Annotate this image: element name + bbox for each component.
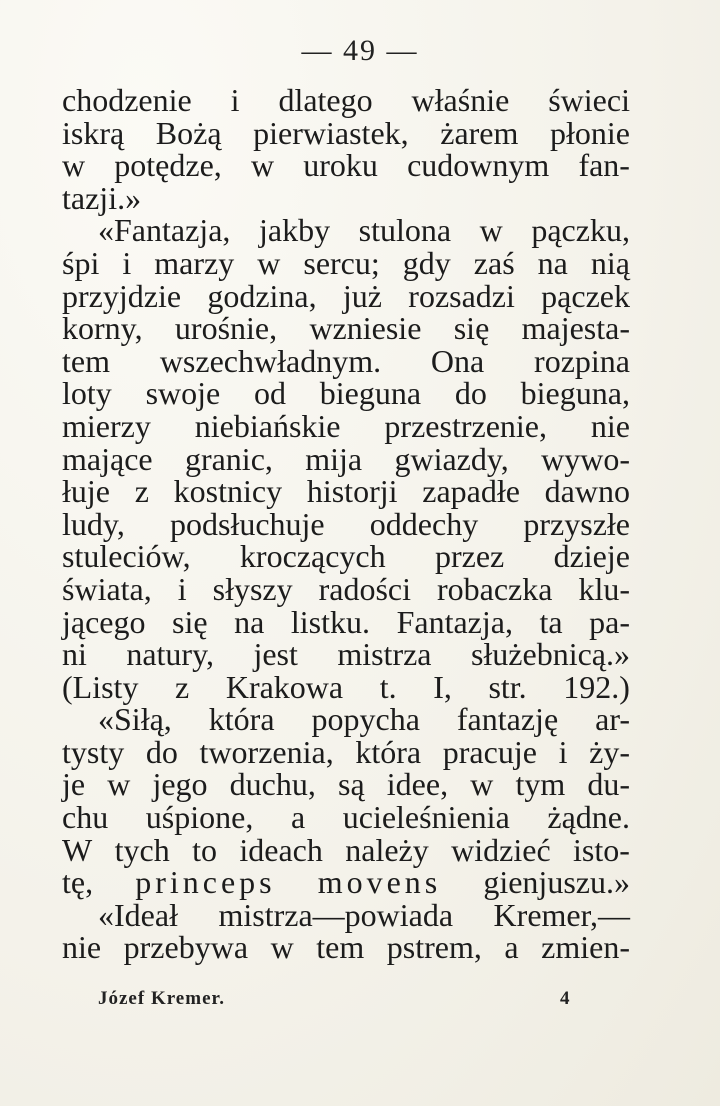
word: słyszy <box>212 570 293 607</box>
word: idee, <box>386 766 449 803</box>
word: tysty <box>62 733 125 770</box>
word: urośnie, <box>174 310 278 347</box>
word: mija <box>305 440 363 477</box>
word: isto- <box>573 831 630 868</box>
word: wszechwładnym. <box>159 342 382 379</box>
word: Bożą <box>155 114 222 151</box>
text-line <box>62 179 630 216</box>
text-line <box>62 733 630 770</box>
word: 192.) <box>563 668 630 705</box>
word: ideach <box>239 831 323 868</box>
word: natury, <box>126 636 214 673</box>
word: tych <box>114 831 170 868</box>
text-line <box>62 505 630 542</box>
word: tem <box>316 929 365 966</box>
word: bieguna <box>319 375 422 412</box>
word: jakby <box>258 212 331 249</box>
word: podsłuchuje <box>169 505 325 542</box>
word: a <box>504 929 519 966</box>
word: należy <box>345 831 429 868</box>
word: Kremer,— <box>493 896 630 933</box>
word: i <box>177 570 187 607</box>
word: rozpina <box>534 342 630 379</box>
text-line <box>62 312 630 345</box>
word: śpi <box>62 244 100 281</box>
word: oddechy <box>369 505 479 542</box>
word: ar- <box>595 701 630 738</box>
text-line <box>62 277 630 314</box>
word: do <box>454 375 487 412</box>
word: radości <box>318 570 411 607</box>
footer-sheet-number: 4 <box>560 988 570 1009</box>
word: wywo- <box>541 440 630 477</box>
word: pracuje <box>442 733 537 770</box>
word: je <box>62 766 86 803</box>
word: od <box>254 375 286 412</box>
word: fan- <box>578 147 630 184</box>
word: świeci <box>548 82 630 118</box>
word: pierwiastek, <box>253 114 409 151</box>
word: gienjuszu.» <box>483 864 630 901</box>
word: iskrą <box>62 114 125 151</box>
word: która <box>208 701 275 738</box>
word: mistrza <box>337 636 432 673</box>
word: marzy <box>154 244 235 281</box>
word: dzieje <box>553 538 630 575</box>
word: w <box>479 212 503 249</box>
word: pa- <box>589 603 630 640</box>
word: mierzy <box>62 407 151 444</box>
word: przestrzenie, <box>384 407 547 444</box>
text-line <box>62 703 630 736</box>
word: ucieleśnienia <box>342 799 510 836</box>
word: mistrza—powiada <box>218 896 454 933</box>
word: popycha <box>311 701 420 738</box>
footer-signature: Józef Kremer. <box>98 988 225 1009</box>
word: swoje <box>145 375 221 412</box>
word: tę, <box>62 864 94 901</box>
word: ta <box>539 603 563 640</box>
word: są <box>338 766 365 803</box>
word: «Fantazja, <box>98 212 231 249</box>
word: łuje <box>62 473 110 510</box>
word: a <box>290 799 306 836</box>
text-line <box>62 440 630 477</box>
word: jego <box>152 766 208 803</box>
text-line <box>62 214 630 247</box>
text-line <box>62 896 630 933</box>
text-line <box>62 540 630 573</box>
word: (Listy <box>62 668 139 705</box>
word: duchu, <box>229 766 316 803</box>
word: korny, <box>62 310 143 347</box>
word: dawno <box>544 473 630 510</box>
word: płonie <box>549 114 630 151</box>
word: movens <box>317 864 442 901</box>
word: klu- <box>578 570 630 607</box>
text-line <box>62 831 630 868</box>
word: stulona <box>358 212 452 249</box>
text-line <box>62 244 630 281</box>
word: się <box>453 310 490 347</box>
word: w <box>250 147 275 184</box>
text-line <box>62 801 630 834</box>
word: dlatego <box>278 82 373 118</box>
text-line <box>62 866 630 899</box>
word: granic, <box>184 440 273 477</box>
text-line <box>62 342 630 379</box>
word: godzina, <box>207 277 317 314</box>
word: chu <box>62 799 109 836</box>
word: niebiańskie <box>194 407 341 444</box>
word: do <box>145 733 178 770</box>
text-line <box>62 114 630 151</box>
word: pączku, <box>531 212 630 249</box>
word: właśnie <box>411 82 510 118</box>
text-line <box>62 668 630 705</box>
text-line <box>62 768 630 801</box>
word: świata, <box>62 570 152 607</box>
word: to <box>192 831 217 868</box>
text-line <box>62 407 630 444</box>
page-footer <box>0 988 720 1018</box>
word: bieguna, <box>520 375 630 412</box>
word: żądne. <box>547 799 630 836</box>
word: listku. <box>290 603 371 640</box>
word: na <box>234 603 265 640</box>
word: rozsadzi <box>408 277 515 314</box>
text-line <box>62 638 630 671</box>
word: ni <box>62 636 87 673</box>
word: z <box>134 473 149 510</box>
word: chodzenie <box>62 82 192 118</box>
word: w <box>62 147 86 184</box>
word: mające <box>62 440 153 477</box>
word: kostnicy <box>173 473 283 510</box>
word: jącego <box>62 603 146 640</box>
word: już <box>342 277 382 314</box>
word: przez <box>434 538 505 575</box>
word: z <box>175 668 190 705</box>
word: tworzenia, <box>199 733 334 770</box>
word: zmien- <box>541 929 630 966</box>
word: służebnicą.» <box>470 636 630 673</box>
word: tym <box>515 766 566 803</box>
text-line <box>62 603 630 640</box>
text-line <box>62 377 630 410</box>
word: potędze, <box>114 147 222 184</box>
word: i <box>230 82 240 118</box>
word: na <box>537 244 568 281</box>
word: nie <box>62 929 102 966</box>
word: du- <box>587 766 630 803</box>
word: uroku <box>303 147 378 184</box>
word: nią <box>590 244 630 281</box>
word: widzieć <box>451 831 551 868</box>
word: tazji.» <box>62 179 142 216</box>
word: fantazję <box>456 701 559 738</box>
word: I, <box>433 668 452 705</box>
word: nie <box>590 407 630 444</box>
word: zaś <box>473 244 515 281</box>
word: przebywa <box>123 929 249 966</box>
word: «Ideał <box>98 896 178 933</box>
word: w <box>107 766 131 803</box>
word: ży- <box>589 733 630 770</box>
word: w <box>470 766 494 803</box>
word: pstrem, <box>386 929 482 966</box>
word: cudownym <box>407 147 550 184</box>
word: Fantazja, <box>396 603 513 640</box>
word: uśpione, <box>145 799 254 836</box>
word: i <box>558 733 568 770</box>
text-line <box>62 931 630 964</box>
text-line <box>62 570 630 607</box>
word: ludy, <box>62 505 125 542</box>
body-text <box>62 84 630 964</box>
word: w <box>270 929 294 966</box>
word: kroczących <box>239 538 386 575</box>
word: przyjdzie <box>62 277 182 314</box>
word: gdy <box>402 244 451 281</box>
word: princeps <box>135 864 276 901</box>
word: wzniesie <box>309 310 422 347</box>
word: loty <box>62 375 112 412</box>
word: Krakowa <box>225 668 344 705</box>
word: się <box>172 603 208 640</box>
word: gwiazdy, <box>394 440 509 477</box>
word: Ona <box>430 342 485 379</box>
word: przyszłe <box>523 505 630 542</box>
word: historji <box>306 473 398 510</box>
word: t. <box>379 668 397 705</box>
word: jest <box>253 636 298 673</box>
page-number: — 49 — <box>301 34 419 67</box>
word: zapadłe <box>422 473 520 510</box>
word: sercu; <box>303 244 380 281</box>
word: str. <box>488 668 527 705</box>
text-line <box>62 149 630 182</box>
word: która <box>355 733 422 770</box>
word: robaczka <box>436 570 553 607</box>
word: i <box>122 244 132 281</box>
word: stuleciów, <box>62 538 191 575</box>
word: żarem <box>440 114 519 151</box>
word: «Siłą, <box>98 701 172 738</box>
word: majesta- <box>521 310 630 347</box>
word: w <box>257 244 281 281</box>
text-line <box>62 84 630 117</box>
text-line <box>62 475 630 508</box>
word: pączek <box>541 277 630 314</box>
word: tem <box>62 342 110 379</box>
word: W <box>62 831 93 868</box>
